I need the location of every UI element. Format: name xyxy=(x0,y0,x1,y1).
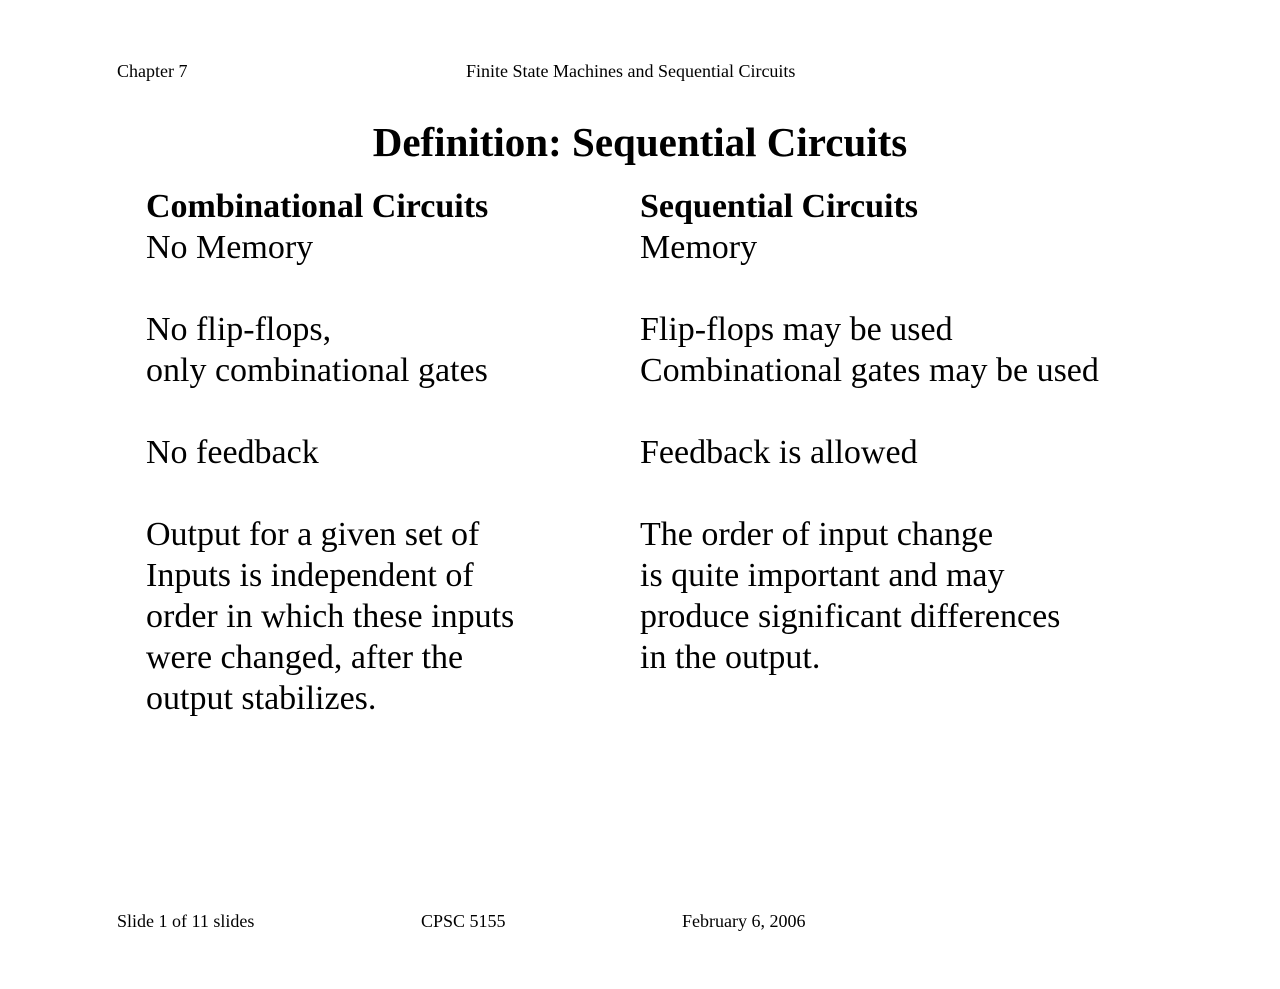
text-line: is quite important and may xyxy=(640,557,1005,594)
text-line: were changed, after the xyxy=(146,639,464,676)
text-line: Inputs is independent of xyxy=(146,557,474,594)
combinational-heading: Combinational Circuits xyxy=(146,188,489,225)
sequential-column xyxy=(640,186,1260,678)
sequential-memory-block xyxy=(640,227,1260,268)
slide-date: February 6, 2006 xyxy=(682,911,806,931)
sequential-flipflops-block xyxy=(640,309,1260,391)
text-line: Memory xyxy=(640,229,758,266)
slide-number: Slide 1 of 11 slides xyxy=(117,911,255,931)
combinational-output-block xyxy=(146,514,626,719)
text-line: Output for a given set of xyxy=(146,516,480,553)
text-line: Flip-flops may be used xyxy=(640,311,953,348)
text-line: output stabilizes. xyxy=(146,680,377,717)
text-line: produce significant differences xyxy=(640,598,1061,635)
combinational-column xyxy=(146,186,626,719)
text-line: No Memory xyxy=(146,229,314,266)
text-line: Combinational gates may be used xyxy=(640,352,1099,389)
chapter-label: Chapter 7 xyxy=(117,61,188,81)
text-line: only combinational gates xyxy=(146,352,488,389)
sequential-feedback-block xyxy=(640,432,1260,473)
sequential-heading: Sequential Circuits xyxy=(640,188,919,225)
text-line: No flip-flops, xyxy=(146,311,332,348)
combinational-memory-block xyxy=(146,227,626,268)
text-line: No feedback xyxy=(146,434,319,471)
text-line: in the output. xyxy=(640,639,821,676)
course-code: CPSC 5155 xyxy=(421,911,506,931)
running-header-title: Finite State Machines and Sequential Circuits xyxy=(466,61,796,81)
text-line: The order of input change xyxy=(640,516,994,553)
combinational-flipflops-block xyxy=(146,309,626,391)
text-line: Feedback is allowed xyxy=(640,434,918,471)
combinational-feedback-block xyxy=(146,432,626,473)
sequential-order-block xyxy=(640,514,1260,678)
slide-title: Definition: Sequential Circuits xyxy=(372,119,908,165)
text-line: order in which these inputs xyxy=(146,598,515,635)
